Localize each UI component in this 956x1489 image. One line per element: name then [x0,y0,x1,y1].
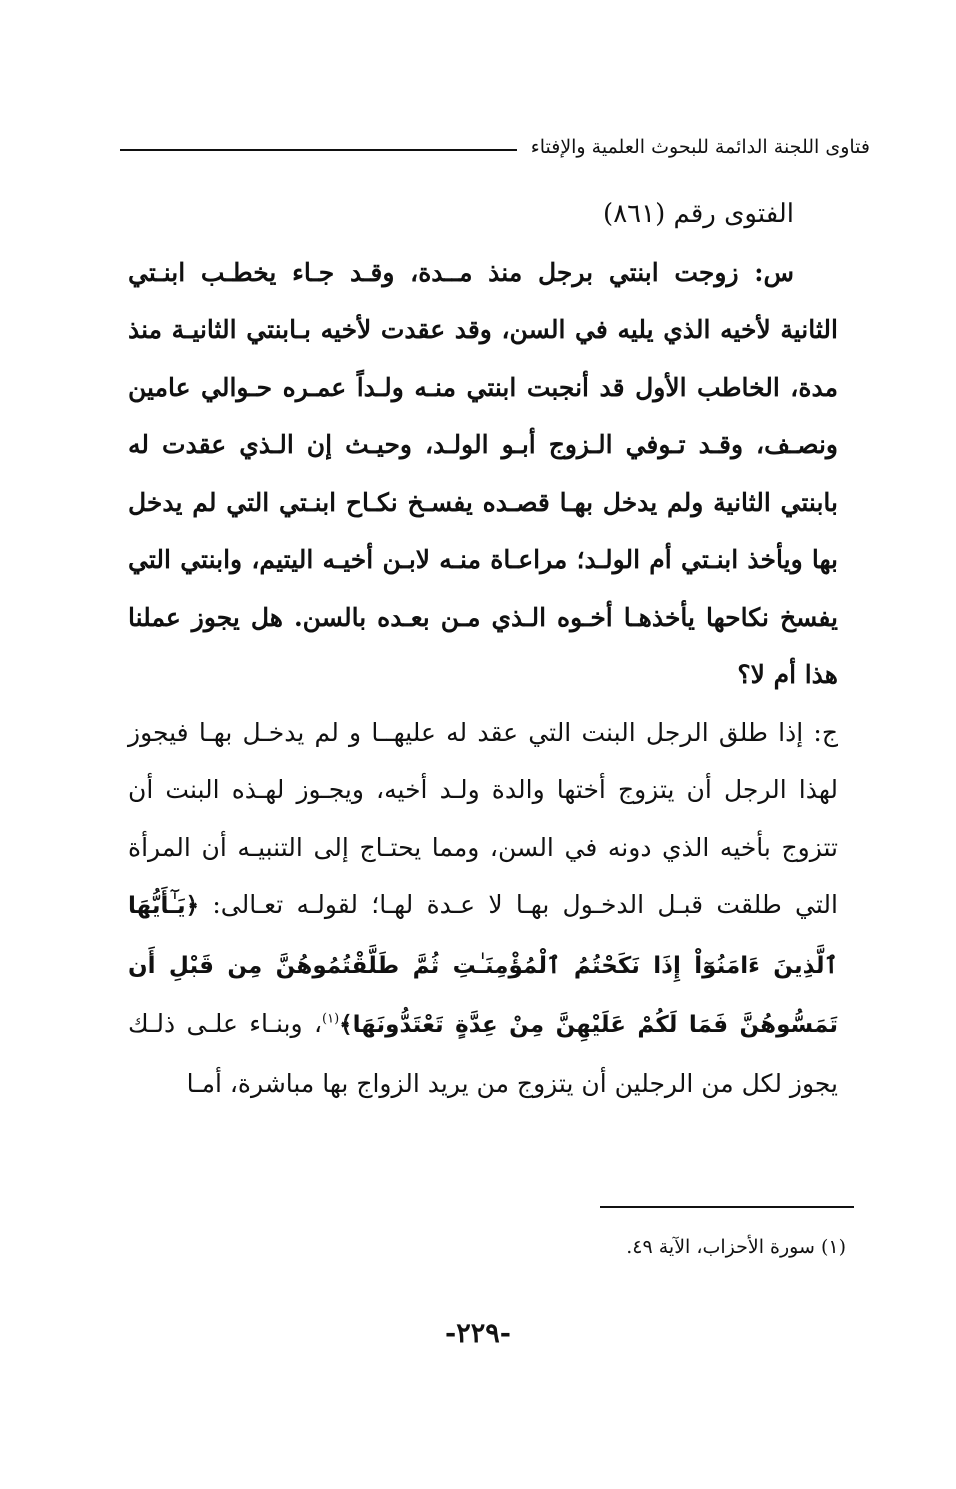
running-header [120,132,870,162]
body-text [128,186,838,1112]
quran-verse: ﴿يَـٰٓأَيُّهَا ٱلَّذِينَ ءَامَنُوٓاْ إِذَا نَكَحْتُمُ ٱلْمُؤْمِنَـٰتِ ثُمَّ طَلَّقْتُمُوهُنَّ مِن قَبْلِ أَن تَمَسُّوهُنَّ فَمَا لَكُمْ عَلَيْهِنَّ مِنْ عِدَّةٍ تَعْتَدُّونَهَا﴾ [128,893,838,1038]
fatwa-title: الفتوى رقم (٨٦١) [603,199,794,229]
page-number: -٢٢٩- [445,1318,511,1349]
question-paragraph: س: زوجت ابنتي برجل منذ مــدة، وقـد جـاء يخطـب ابنـتي الثانية لأخيه الذي يليه في السن، وقد عقدت لأخيه بـابنتي الثانيـة منذ مدة، الخاطب الأول قد أنجبت ابنتي منـه ولـداً عمـره حـوالي عامين ونصـف، وقـد تـوفي الـزوج أبـو الولـد، وحيـث إن الـذي عقدت له بابنتي الثانية ولم يدخل بهـا قصـده يفسـخ نكـاح ابنـتي التي لم يدخل بها ويأخذ ابنـتي أم الولـد؛ مراعـاة منـه لابـن أخيـه اليتيم، وابنتي التي يفسخ نكاحها يأخذهـا أخـوه الـذي مـن بعـده بالسن. هل يجوز عملنا هذا أم لا؟ [128,257,838,689]
header-rule [120,149,517,151]
answer-intro: ج: إذا طلق الرجل البنت التي عقد له عليهــا و لم يدخـل بهـا فيجوز لهذا الرجل أن يتزوج أختها والدة ولـد أخيه، ويجـوز لهـذه البنت أن تتزوج بأخيه الذي دونه في السن، ومما يحتـاج إلى التنبيـه أن المرأة التي طلقت قبـل الدخـول بهـا لا عـدة لهـا؛ لقولـه تعـالى: [128,717,838,919]
footnote: (١) سورة الأحزاب، الآية ٤٩. [626,1236,846,1258]
answer-paragraph [128,704,838,1113]
answer-continuation: ، وبنـاء علـى ذلـك يجوز لكل من الرجلين أن يتزوج من يريد الزواج بها مباشرة، أمـا [128,1009,838,1098]
header-title: فتاوى اللجنة الدائمة للبحوث العلمية والإفتاء [530,136,870,158]
footnote-rule [600,1206,854,1208]
footnote-marker: (١) [322,1011,340,1027]
